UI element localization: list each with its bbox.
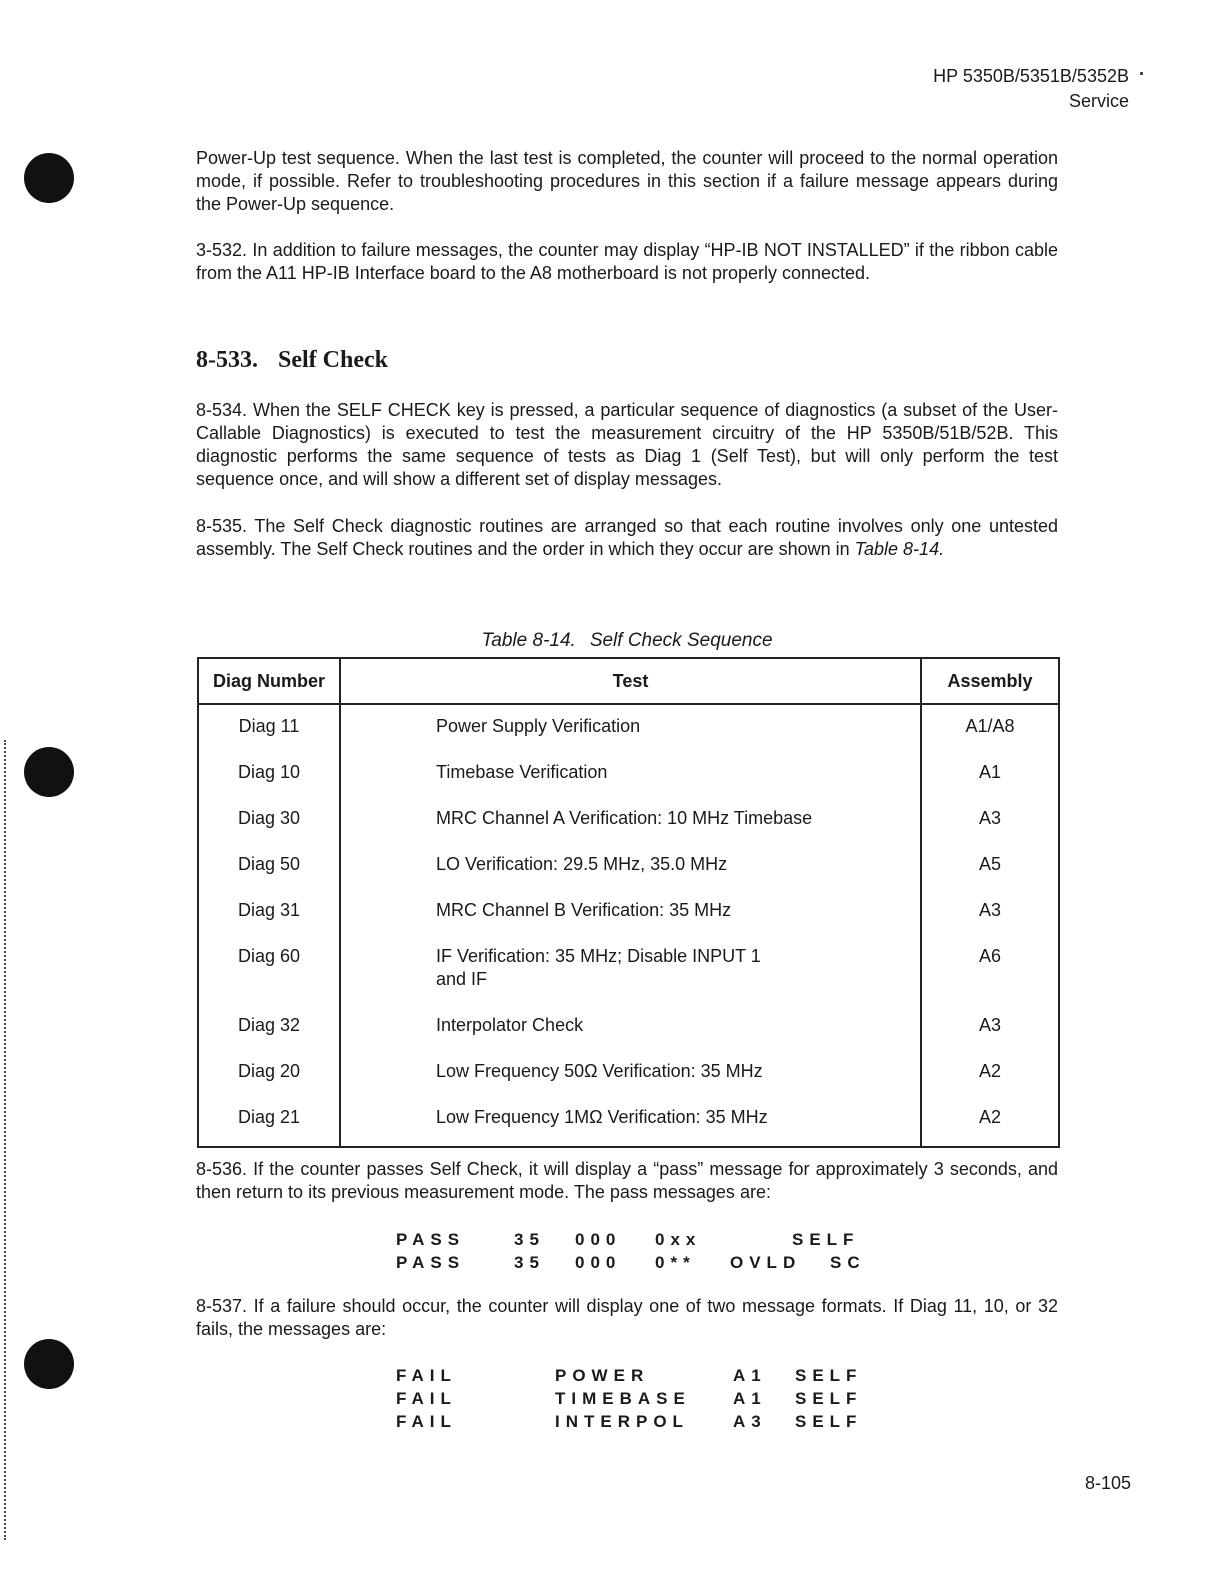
binder-hole-middle	[24, 747, 74, 797]
pass-msg-1-mode: SELF	[792, 1230, 860, 1249]
table-row	[198, 945, 1059, 1014]
header-assembly: Assembly	[921, 658, 1059, 704]
cell-diag: Diag 20	[198, 1060, 340, 1106]
cell-test	[340, 945, 921, 1014]
cell-test: Low Frequency 1MΩ Verification: 35 MHz	[340, 1106, 921, 1147]
pass-msg-2-word: PASS	[396, 1253, 466, 1272]
section-number: 8-533.	[196, 347, 258, 373]
cell-assembly: A3	[921, 1014, 1059, 1060]
pass-msg-2-code2: 000	[575, 1253, 622, 1272]
paragraph-8-535	[196, 515, 1058, 561]
fail-msg-2-mode: SELF	[795, 1389, 863, 1408]
cell-diag: Diag 50	[198, 853, 340, 899]
pass-msg-2-mode: SC	[830, 1253, 866, 1272]
cell-assembly: A5	[921, 853, 1059, 899]
self-check-table	[197, 657, 1060, 1148]
pass-msg-1-code3: 0xx	[655, 1230, 702, 1249]
pass-msg-2-code3: 0**	[655, 1253, 696, 1272]
paragraph-8-535-text: 8-535. The Self Check diagnostic routines are arranged so that each routine involves only one untested assembly. The Self Check routines and the order in which they occur are shown in	[196, 516, 1058, 559]
fail-msg-1-assembly: A1	[733, 1366, 767, 1385]
table-row	[198, 899, 1059, 945]
table-row	[198, 853, 1059, 899]
cell-test: Low Frequency 50Ω Verification: 35 MHz	[436, 1061, 763, 1081]
cell-test: MRC Channel A Verification: 10 MHz Timebase	[436, 808, 813, 828]
cell-assembly: A3	[921, 899, 1059, 945]
fail-msg-2-test: TIMEBASE	[555, 1389, 691, 1408]
table-reference-link: Table 8-14.	[854, 539, 945, 559]
fail-msg-1-mode: SELF	[795, 1366, 863, 1385]
table-row	[198, 1014, 1059, 1060]
pass-msg-2-code1: 35	[514, 1253, 545, 1272]
cell-assembly: A3	[921, 807, 1059, 853]
cell-test-line2: and IF	[436, 969, 488, 989]
cell-test: Interpolator Check	[436, 1015, 584, 1035]
fail-msg-3-word: FAIL	[396, 1412, 457, 1431]
paragraph-powerup: Power-Up test sequence. When the last test is completed, the counter will proceed to the normal operation mode, if possible. Refer to troubleshooting procedures in this section if a failure message appears during the Power-Up sequence.	[196, 148, 1058, 214]
header-model: HP 5350B/5351B/5352B	[933, 66, 1129, 86]
section-heading	[196, 347, 388, 374]
cell-assembly: A1/A8	[921, 704, 1059, 761]
paragraph-8-534: 8-534. When the SELF CHECK key is pressed, a particular sequence of diagnostics (a subset of the User-Callable Diagnostics) is executed to test the measurement circuitry of the HP 5350B/51B/52B. This diagnostic performs the same sequence of tests as Diag 1 (Self Test), but will only perform the test sequence once, and will show a different set of display messages.	[196, 400, 1058, 489]
paragraph-8-537: 8-537. If a failure should occur, the counter will display one of two message formats. If Diag 11, 10, or 32 fails, the messages are:	[196, 1296, 1058, 1339]
fail-msg-1-test: POWER	[555, 1366, 650, 1385]
page-header	[933, 64, 1129, 114]
pass-msg-1-word: PASS	[396, 1230, 466, 1249]
cell-diag: Diag 32	[198, 1014, 340, 1060]
header-test: Test	[340, 658, 921, 704]
table-row	[198, 704, 1059, 761]
table-caption-title: Self Check Sequence	[589, 630, 773, 651]
cell-test: MRC Channel B Verification: 35 MHz	[436, 900, 732, 920]
scan-speck	[1140, 72, 1143, 75]
cell-assembly: A6	[921, 945, 1059, 1014]
cell-diag: Diag 31	[198, 899, 340, 945]
fail-msg-3-assembly: A3	[733, 1412, 767, 1431]
header-diag-number: Diag Number	[198, 658, 340, 704]
fail-msg-1-word: FAIL	[396, 1366, 457, 1385]
table-caption	[196, 630, 1058, 652]
header-section: Service	[1068, 91, 1129, 111]
cell-test: Timebase Verification	[436, 762, 608, 782]
fail-msg-3-mode: SELF	[795, 1412, 863, 1431]
binder-hole-bottom	[24, 1339, 74, 1389]
table-row	[198, 1106, 1059, 1147]
pass-msg-2-flag: OVLD	[730, 1253, 802, 1272]
cell-test-line1: IF Verification: 35 MHz; Disable INPUT 1	[436, 946, 761, 966]
cell-diag: Diag 10	[198, 761, 340, 807]
fail-msg-3-test: INTERPOL	[555, 1412, 689, 1431]
cell-diag: Diag 21	[198, 1106, 340, 1147]
cell-assembly: A1	[921, 761, 1059, 807]
binder-hole-top	[24, 153, 74, 203]
cell-assembly: A2	[921, 1106, 1059, 1147]
cell-assembly: A2	[921, 1060, 1059, 1106]
cell-diag: Diag 11	[198, 704, 340, 761]
table-row	[198, 807, 1059, 853]
table-header-row	[198, 658, 1059, 704]
cell-diag: Diag 30	[198, 807, 340, 853]
section-title: Self Check	[278, 347, 388, 373]
cell-diag: Diag 60	[198, 945, 340, 1014]
pass-msg-1-code2: 000	[575, 1230, 622, 1249]
table-caption-number: Table 8-14.	[481, 630, 576, 651]
table-row	[198, 1060, 1059, 1106]
paragraph-8-536: 8-536. If the counter passes Self Check, it will display a “pass” message for approximately 3 seconds, and then return to its previous measurement mode. The pass messages are:	[196, 1159, 1058, 1202]
table-row	[198, 761, 1059, 807]
cell-test: Power Supply Verification	[436, 716, 641, 736]
cell-test: LO Verification: 29.5 MHz, 35.0 MHz	[436, 854, 728, 874]
pass-msg-1-code1: 35	[514, 1230, 545, 1249]
fail-msg-2-word: FAIL	[396, 1389, 457, 1408]
scan-edge-marks	[4, 740, 9, 1540]
paragraph-3-532: 3-532. In addition to failure messages, the counter may display “HP-IB NOT INSTALLED” if the ribbon cable from the A11 HP-IB Interface board to the A8 motherboard is not properly connected.	[196, 240, 1058, 283]
page-number: 8-105	[1084, 1473, 1131, 1493]
fail-msg-2-assembly: A1	[733, 1389, 767, 1408]
